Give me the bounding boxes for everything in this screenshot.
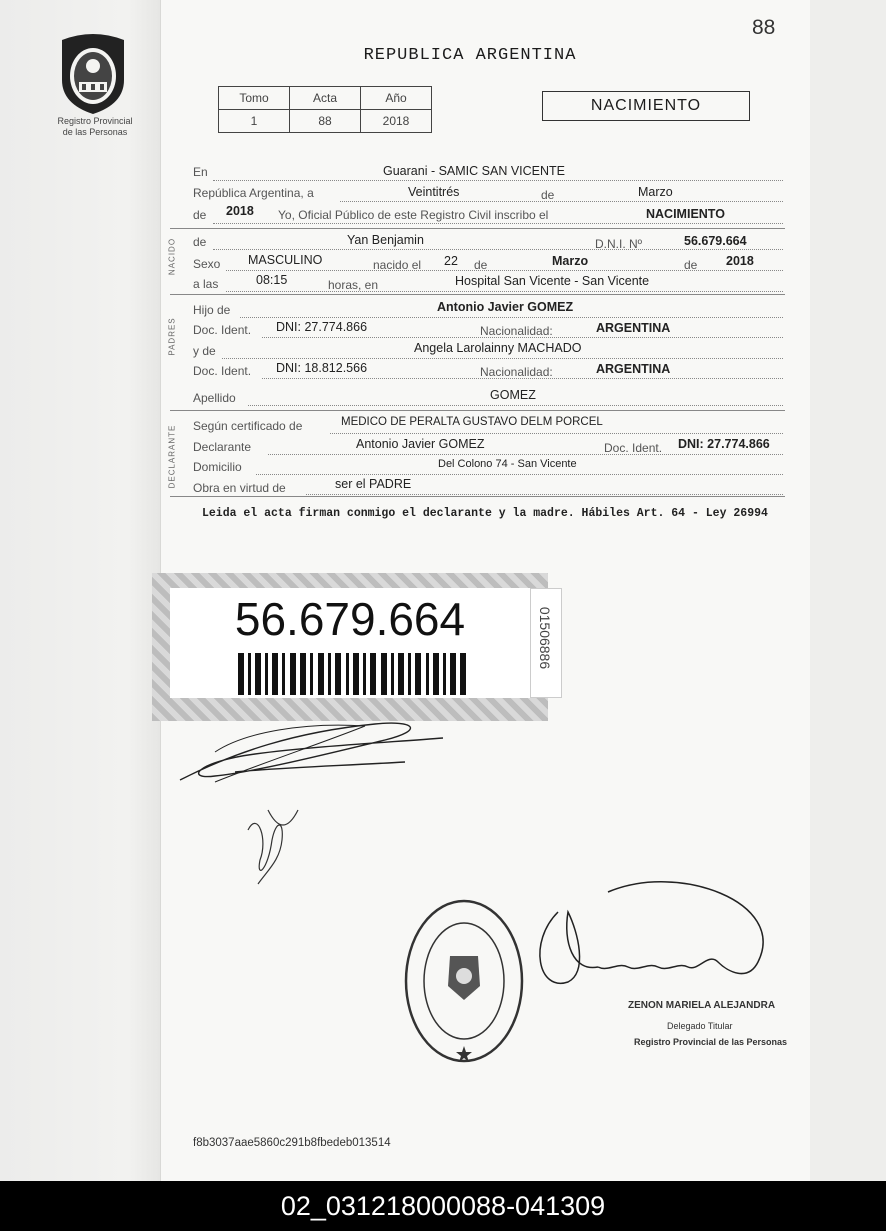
birth-month-value: Marzo <box>552 254 589 268</box>
dotted-line <box>213 180 783 181</box>
sexo-value: MASCULINO <box>248 253 323 267</box>
month-value: Marzo <box>638 185 673 199</box>
segun-label: Según certificado de <box>193 419 303 433</box>
official-seal-icon <box>402 896 526 1066</box>
dotted-line <box>340 201 783 202</box>
officer-signature <box>528 872 778 1012</box>
father-dni-value: DNI: 27.774.866 <box>276 320 368 334</box>
book-table-header: Tomo <box>219 87 290 110</box>
doc2-label: Doc. Ident. <box>193 364 252 378</box>
alas-label: a las <box>193 277 219 291</box>
side-label-nacido: NACIDO <box>167 237 177 276</box>
dotted-line <box>268 454 783 455</box>
section-divider <box>170 410 785 411</box>
officer-name: ZENON MARIELA ALEJANDRA <box>628 1000 776 1011</box>
footer-code: 02_031218000088-041309 <box>280 1191 606 1221</box>
declarant-signature <box>175 712 450 792</box>
side-label-padres: PADRES <box>167 317 177 356</box>
dotted-line <box>330 433 783 434</box>
domicilio-value: Del Colono 74 - San Vicente <box>438 458 577 470</box>
yde-label: y de <box>193 344 216 358</box>
certificate-value: MEDICO DE PERALTA GUSTAVO DELM PORCEL <box>341 416 603 428</box>
de4-label: de <box>684 258 698 272</box>
book-table-value-row <box>219 110 432 133</box>
place-value: Guarani - SAMIC SAN VICENTE <box>383 164 565 178</box>
dotted-line <box>248 405 783 406</box>
book-table-value: 2018 <box>361 110 432 133</box>
declarante-label: Declarante <box>193 440 252 454</box>
dotted-line <box>240 317 783 318</box>
day-value: Veintitrés <box>408 185 460 199</box>
barcode-icon <box>238 653 468 695</box>
en-label: En <box>193 165 208 179</box>
registry-label: Registro Provincial de las Personas <box>57 116 133 137</box>
hijo-label: Hijo de <box>193 303 231 317</box>
provincial-emblem-icon <box>54 30 132 116</box>
dni-label: D.N.I. Nº <box>595 237 643 251</box>
left-margin <box>0 0 160 1181</box>
side-label-declarante: DECLARANTE <box>167 424 177 489</box>
doc-label: Doc. Ident. <box>193 323 252 337</box>
birth-day-value: 22 <box>444 254 458 268</box>
dotted-line <box>213 249 783 250</box>
republica-label: República Argentina, a <box>193 186 314 200</box>
birth-time-value: 08:15 <box>256 273 288 287</box>
document-hash: f8b3037aae5860c291b8fbedeb013514 <box>193 1137 391 1149</box>
father-name-value: Antonio Javier GOMEZ <box>437 300 574 314</box>
book-table-value: 88 <box>290 110 361 133</box>
dotted-line <box>226 291 783 292</box>
declarante-value: Antonio Javier GOMEZ <box>356 437 485 451</box>
nacido-label: nacido el <box>373 258 422 272</box>
dotted-line <box>213 223 783 224</box>
book-table-value: 1 <box>219 110 290 133</box>
declarante-dni-value: DNI: 27.774.866 <box>678 437 770 451</box>
mother-nationality-value: ARGENTINA <box>596 362 671 376</box>
officer-text: Yo, Oficial Público de este Registro Civil inscribo el <box>278 208 549 222</box>
horas-label: horas, en <box>328 278 379 292</box>
year-label: de <box>193 208 207 222</box>
doc3-label: Doc. Ident. <box>604 441 663 455</box>
book-table-header: Acta <box>290 87 361 110</box>
de2-label: de <box>193 235 207 249</box>
book-table-header: Año <box>361 87 432 110</box>
officer-role: Delegado Titular <box>667 1021 733 1031</box>
sticker-dni-number: 56.679.664 <box>234 593 466 645</box>
officer-department: Registro Provincial de las Personas <box>634 1037 788 1047</box>
book-table-header-row <box>219 87 432 110</box>
act-type-box: NACIMIENTO <box>542 91 750 121</box>
mother-dni-value: DNI: 18.812.566 <box>276 361 368 375</box>
dotted-line <box>306 494 783 495</box>
father-nationality-value: ARGENTINA <box>596 321 671 335</box>
document-title: REPUBLICA ARGENTINA <box>363 46 577 65</box>
dotted-line <box>256 474 783 475</box>
mother-signature <box>238 800 308 890</box>
dotted-line <box>226 270 783 271</box>
year-value: 2018 <box>226 204 254 218</box>
apellido-label: Apellido <box>193 391 236 405</box>
dotted-line <box>262 378 783 379</box>
de3-label: de <box>474 258 488 272</box>
right-margin <box>810 0 886 1181</box>
book-table <box>218 86 432 133</box>
sticker-serial: 01506886 <box>537 606 553 670</box>
nacionalidad2-label: Nacionalidad: <box>480 365 553 379</box>
closing-note: Leida el acta firman conmigo el declarante y la madre. Hábiles Art. 64 - Ley 26994 <box>202 507 768 520</box>
sexo-label: Sexo <box>193 257 221 271</box>
de-label: de <box>541 188 555 202</box>
birth-place-value: Hospital San Vicente - San Vicente <box>455 274 650 288</box>
apellido-value: GOMEZ <box>490 388 536 402</box>
section-divider <box>170 294 785 295</box>
dotted-line <box>222 358 783 359</box>
child-dni-value: 56.679.664 <box>684 234 747 248</box>
domicilio-label: Domicilio <box>193 460 242 474</box>
section-divider <box>170 496 785 497</box>
inscribe-type-value: NACIMIENTO <box>646 207 725 221</box>
child-name-value: Yan Benjamin <box>347 233 424 247</box>
birth-year-value: 2018 <box>726 254 754 268</box>
page-number: 88 <box>752 16 776 39</box>
section-divider <box>170 228 785 229</box>
nacionalidad-label: Nacionalidad: <box>480 324 553 338</box>
mother-name-value: Angela Larolainny MACHADO <box>414 341 582 355</box>
obra-value: ser el PADRE <box>335 477 412 491</box>
dotted-line <box>262 337 783 338</box>
obra-label: Obra en virtud de <box>193 481 286 495</box>
